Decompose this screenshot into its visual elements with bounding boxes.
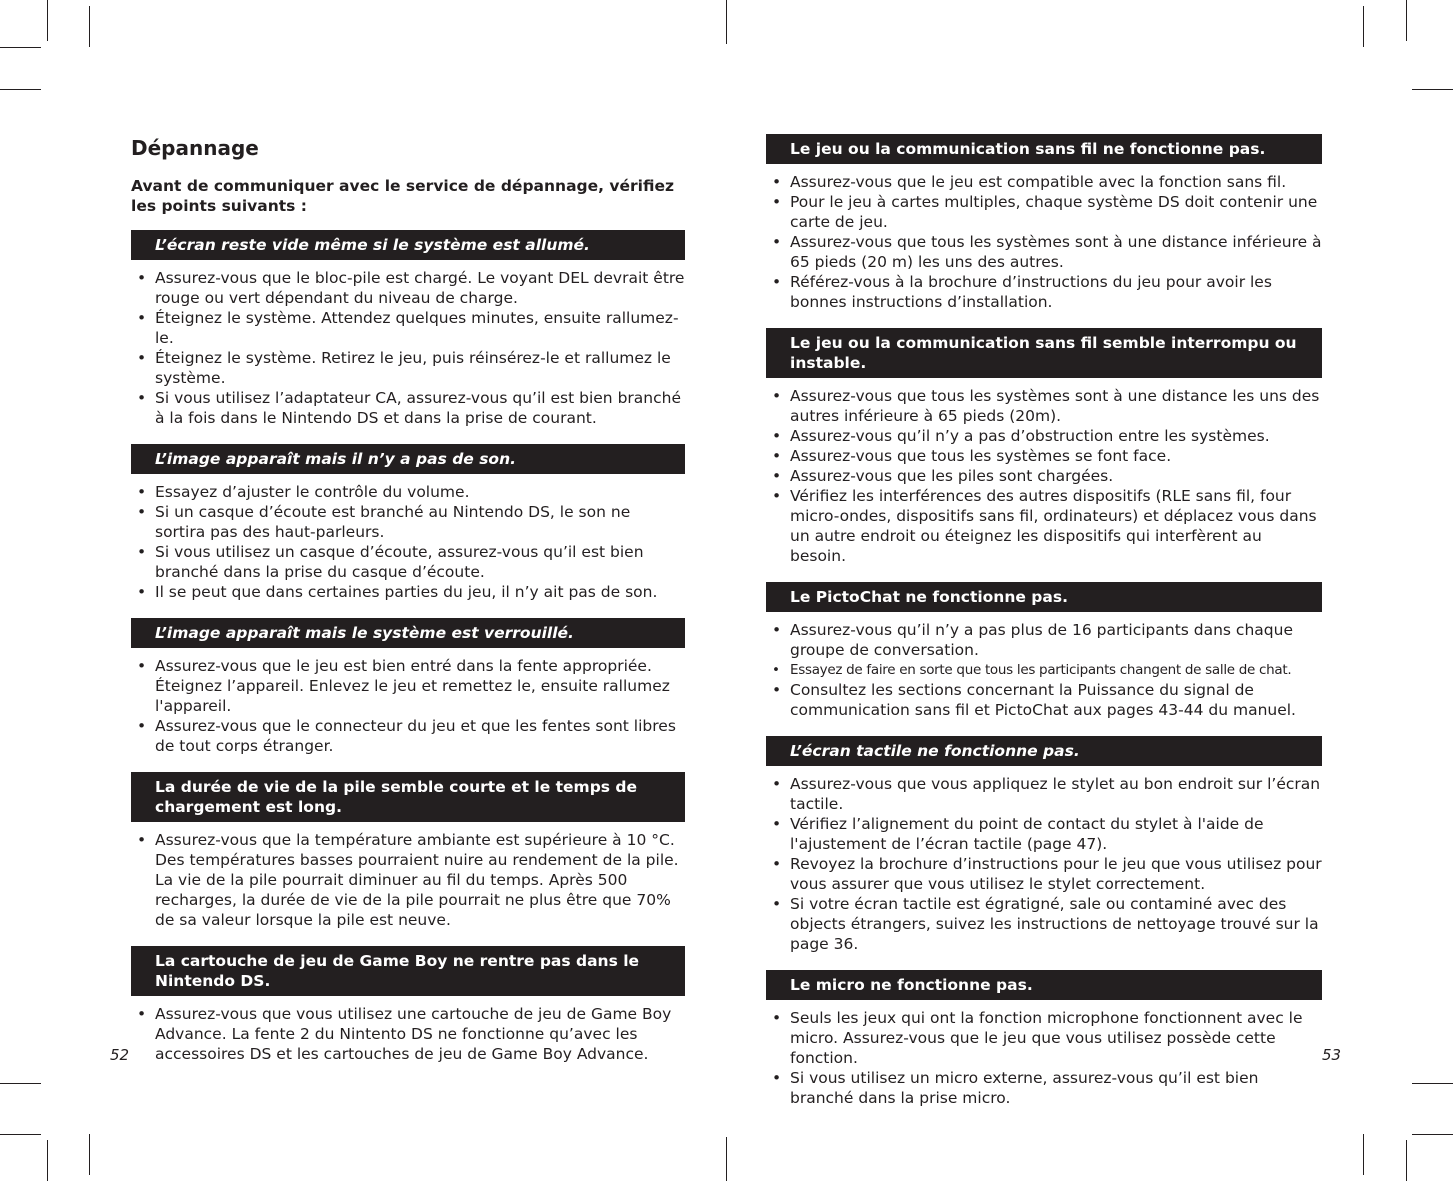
- bullet-list: [131, 1004, 685, 1064]
- list-item: • Si un casque d’écoute est branché au Nintendo DS, le son ne sortira pas des haut-parleurs.: [131, 502, 685, 542]
- troubleshooting-section: [131, 444, 685, 602]
- bullet-list: [766, 1008, 1322, 1108]
- list-item: • Il se peut que dans certaines parties du jeu, il n’y ait pas de son.: [131, 582, 685, 602]
- crop-mark: [1412, 1134, 1453, 1135]
- crop-mark: [47, 1140, 48, 1181]
- troubleshooting-section: [766, 970, 1322, 1108]
- troubleshooting-section: [131, 946, 685, 1064]
- list-item: • Pour le jeu à cartes multiples, chaque système DS doit contenir une carte de jeu.: [766, 192, 1322, 232]
- list-item: • Assurez-vous qu’il n’y a pas plus de 16 participants dans chaque groupe de conversation.: [766, 620, 1322, 660]
- bullet-list: [131, 482, 685, 602]
- list-item: • Si votre écran tactile est égratigné, sale ou contaminé avec des objects étrangers, suivez les instructions de nettoyage trouvé sur la page 36.: [766, 894, 1322, 954]
- section-heading: La durée de vie de la pile semble courte et le temps de chargement est long.: [131, 772, 685, 822]
- crop-mark: [0, 1083, 41, 1084]
- list-item: • Assurez-vous que tous les systèmes sont à une distance les uns des autres inférieure à 65 pieds (20m).: [766, 386, 1322, 426]
- left-page: [131, 130, 685, 1080]
- list-item: • Revoyez la brochure d’instructions pour le jeu que vous utilisez pour vous assurer que vous utilisez le stylet correctement.: [766, 854, 1322, 894]
- page-title: Dépannage: [131, 136, 259, 160]
- troubleshooting-section: [131, 772, 685, 930]
- list-item: • Assurez-vous qu’il n’y a pas d’obstruction entre les systèmes.: [766, 426, 1322, 446]
- section-heading: L’écran tactile ne fonctionne pas.: [766, 736, 1322, 766]
- list-item: • Si vous utilisez un micro externe, assurez-vous qu’il est bien branché dans la prise micro.: [766, 1068, 1322, 1108]
- crop-mark: [0, 47, 41, 48]
- bullet-list: [766, 620, 1322, 720]
- list-item: • Vérifiez l’alignement du point de contact du stylet à l'aide de l'ajustement de l’écran tactile (page 47).: [766, 814, 1322, 854]
- intro-text: Avant de communiquer avec le service de dépannage, vérifiez les points suivants :: [131, 177, 675, 215]
- list-item: • Vérifiez les interférences des autres dispositifs (RLE sans fil, four micro-ondes, dispositifs sans fil, ordinateurs) et déplacez vous dans un autre endroit ou éteignez les dispositifs qui interfèrent au besoin.: [766, 486, 1322, 566]
- list-item: • Référez-vous à la brochure d’instructions du jeu pour avoir les bonnes instructions d’installation.: [766, 272, 1322, 312]
- page-number: 52: [110, 1046, 130, 1064]
- list-item: • Assurez-vous que vous appliquez le stylet au bon endroit sur l’écran tactile.: [766, 774, 1322, 814]
- bullet-list: [766, 386, 1322, 566]
- crop-mark: [1412, 1083, 1453, 1084]
- list-item: • Essayez de faire en sorte que tous les participants changent de salle de chat.: [766, 660, 1322, 680]
- list-item: • Éteignez le système. Attendez quelques minutes, ensuite rallumez-le.: [131, 308, 685, 348]
- crop-mark: [1363, 6, 1364, 47]
- section-heading: Le jeu ou la communication sans fil semble interrompu ou instable.: [766, 328, 1322, 378]
- list-item: • Si vous utilisez l’adaptateur CA, assurez-vous qu’il est bien branché à la fois dans le Nintendo DS et dans la prise de courant.: [131, 388, 685, 428]
- section-heading: La cartouche de jeu de Game Boy ne rentre pas dans le Nintendo DS.: [131, 946, 685, 996]
- list-item: • Si vous utilisez un casque d’écoute, assurez-vous qu’il est bien branché dans la prise du casque d’écoute.: [131, 542, 685, 582]
- bullet-list: [766, 172, 1322, 312]
- list-item: • Assurez-vous que le bloc-pile est chargé. Le voyant DEL devrait être rouge ou vert dépendant du niveau de charge.: [131, 268, 685, 308]
- crop-mark: [726, 0, 727, 44]
- section-heading: L’image apparaît mais le système est verrouillé.: [131, 618, 685, 648]
- troubleshooting-section: [766, 134, 1322, 312]
- list-item: • Éteignez le système. Retirez le jeu, puis réinsérez-le et rallumez le système.: [131, 348, 685, 388]
- right-page: [766, 130, 1322, 1124]
- crop-mark: [1406, 0, 1407, 41]
- crop-mark: [0, 1134, 41, 1135]
- section-heading: Le jeu ou la communication sans fil ne fonctionne pas.: [766, 134, 1322, 164]
- list-item: • Assurez-vous que vous utilisez une cartouche de jeu de Game Boy Advance. La fente 2 du Nintento DS ne fonctionne qu’avec les accessoires DS et les cartouches de jeu de Game Boy Advance.: [131, 1004, 685, 1064]
- crop-mark: [47, 0, 48, 41]
- crop-mark: [1363, 1134, 1364, 1175]
- troubleshooting-section: [766, 736, 1322, 954]
- bullet-list: [131, 268, 685, 428]
- list-item: • Consultez les sections concernant la Puissance du signal de communication sans fil et PictoChat aux pages 43-44 du manuel.: [766, 680, 1322, 720]
- crop-mark: [726, 1137, 727, 1181]
- section-heading: L’image apparaît mais il n’y a pas de son.: [131, 444, 685, 474]
- section-heading: Le PictoChat ne fonctionne pas.: [766, 582, 1322, 612]
- list-item: • Seuls les jeux qui ont la fonction microphone fonctionnent avec le micro. Assurez-vous que le jeu que vous utilisez possède cette fonction.: [766, 1008, 1322, 1068]
- list-item: • Essayez d’ajuster le contrôle du volume.: [131, 482, 685, 502]
- troubleshooting-section: [766, 582, 1322, 720]
- list-item: • Assurez-vous que les piles sont chargées.: [766, 466, 1322, 486]
- page-number: 53: [1322, 1046, 1342, 1064]
- list-item: • Assurez-vous que le jeu est compatible avec la fonction sans fil.: [766, 172, 1322, 192]
- troubleshooting-section: [766, 328, 1322, 566]
- section-heading: Le micro ne fonctionne pas.: [766, 970, 1322, 1000]
- troubleshooting-section: [131, 230, 685, 428]
- bullet-list: [131, 830, 685, 930]
- list-item: • Assurez-vous que tous les systèmes se font face.: [766, 446, 1322, 466]
- crop-mark: [1406, 1140, 1407, 1181]
- crop-mark: [89, 6, 90, 47]
- crop-mark: [1412, 89, 1453, 90]
- bullet-list: [131, 656, 685, 756]
- crop-mark: [89, 1134, 90, 1175]
- list-item: • Assurez-vous que tous les systèmes sont à une distance inférieure à 65 pieds (20 m) les uns des autres.: [766, 232, 1322, 272]
- troubleshooting-section: [131, 618, 685, 756]
- bullet-list: [766, 774, 1322, 954]
- list-item: • Assurez-vous que le jeu est bien entré dans la fente appropriée. Éteignez l’appareil. Enlevez le jeu et remettez le, ensuite rallumez l'appareil.: [131, 656, 685, 716]
- list-item: • Assurez-vous que la température ambiante est supérieure à 10 °C. Des températures basses pourraient nuire au rendement de la pile. La vie de la pile pourrait diminuer au fil du temps. Après 500 recharges, la durée de vie de la pile pourrait ne plus être que 70% de sa valeur lorsque la pile est neuve.: [131, 830, 685, 930]
- section-heading: L’écran reste vide même si le système est allumé.: [131, 230, 685, 260]
- crop-mark: [0, 89, 41, 90]
- list-item: • Assurez-vous que le connecteur du jeu et que les fentes sont libres de tout corps étranger.: [131, 716, 685, 756]
